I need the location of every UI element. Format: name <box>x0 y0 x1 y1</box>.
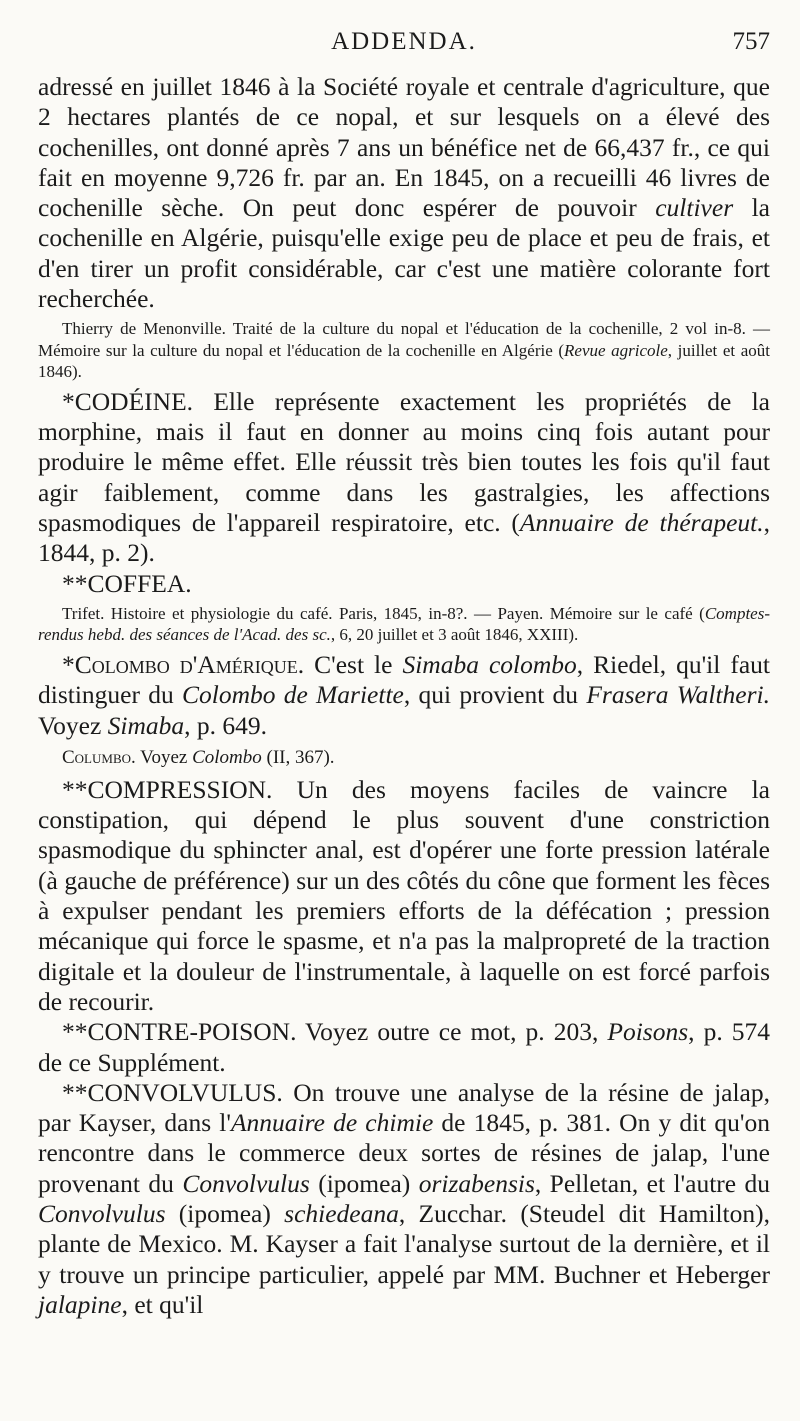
running-title: ADDENDA. <box>331 28 477 55</box>
entry-heading: *Colombo d'Amérique. <box>62 649 305 679</box>
paragraph-cochenille: adressé en juillet 1846 à la Société royale et centrale d'agriculture, que 2 hectares plantés de ce nopal, et sur lesquels on a élevé des cochenilles, ont donné après 7 ans un bénéfice net de 66,437 fr., ce qui fait en moyenne 9,726 fr. par an. En 1845, on a recueilli 46 livres de cochenille sèche. On peut donc espérer de pouvoir cultiver la cochenille en Algérie, puisqu'elle exige peu de place et peu de frais, et d'en tirer un profit considérable, car c'est une matière colorante fort recherchée. <box>38 72 771 314</box>
entry-coffea <box>38 569 770 599</box>
page-header <box>38 28 770 72</box>
entry-compression: **COMPRESSION. Un des moyens faciles de vaincre la constipation, qui dépend le plus souvent d'une constriction spasmodique du sphincter anal, est d'opérer une forte pression latérale (à gauche de préférence) sur un des côtés du cône que forment les fèces à expulser pendant les premiers efforts de la défécation ; pression mécanique qui force le spasme, et n'a pas la malpropreté de la traction digitale et la douleur de l'instrumentale, à laquelle on est forcé parfois de recourir. <box>38 774 770 1016</box>
entry-heading: *CODÉINE. <box>62 386 194 416</box>
note-references-coffea: Trifet. Histoire et physiologie du café. Paris, 1845, in-8?. — Payen. Mémoire sur le café (Comptes-rendus hebd. des séances de l'Acad. des sc., 6, 20 juillet et 3 août 1846, XXIII). <box>38 603 770 645</box>
entry-heading: **COFFEA. <box>62 568 192 598</box>
entry-codeine: *CODÉINE. Elle représente exactement les propriétés de la morphine, mais il faut en donner au moins cinq fois autant pour produire le même effet. Elle réussit très bien toutes les fois qu'il faut agir faiblement, comme dans les gastralgies, les affections spasmodiques de l'appareil respiratoire, etc. (Annuaire de thérapeut., 1844, p. 2). <box>38 386 770 568</box>
entry-heading: **CONVOLVULUS. <box>62 1077 283 1107</box>
entry-colombo: *Colombo d'Amérique. C'est le Simaba colombo, Riedel, qu'il faut distinguer du Colombo de Mariette, qui provient du Frasera Waltheri. Voyez Simaba, p. 649. <box>38 649 770 740</box>
page <box>38 28 770 1320</box>
entry-heading: Columbo. <box>62 746 136 768</box>
page-number: 757 <box>732 28 770 55</box>
entry-columbo: Columbo. Voyez Colombo (II, 367). <box>62 746 335 768</box>
entry-heading: **COMPRESSION. <box>62 774 273 804</box>
entry-contre-poison: **CONTRE-POISON. Voyez outre ce mot, p. 203, Poisons, p. 574 de ce Supplément. <box>38 1017 770 1077</box>
entry-heading: **CONTRE-POISON. <box>62 1017 297 1047</box>
entry-convolvulus: **CONVOLVULUS. On trouve une analyse de la résine de jalap, par Kayser, dans l'Annuaire de chimie de 1845, p. 381. On y dit qu'on rencontre dans le commerce deux sortes de résines de jalap, l'une provenant du Convolvulus (ipomea) orizabensis, Pelletan, et l'autre du Convolvulus (ipomea) schiedeana, Zucchar. (Steudel dit Hamilton), plante de Mexico. M. Kayser a fait l'analyse surtout de la dernière, et il y trouve un principe particulier, appelé par MM. Buchner et Heberger jalapine, et qu'il <box>38 1077 771 1319</box>
note-references-cochenille: Thierry de Menonville. Traité de la culture du nopal et l'éducation de la cochenille, 2 vol in-8. — Mémoire sur la culture du nopal et l'éducation de la cochenille en Algérie (Revue agricole, juillet et août 1846). <box>38 319 770 382</box>
